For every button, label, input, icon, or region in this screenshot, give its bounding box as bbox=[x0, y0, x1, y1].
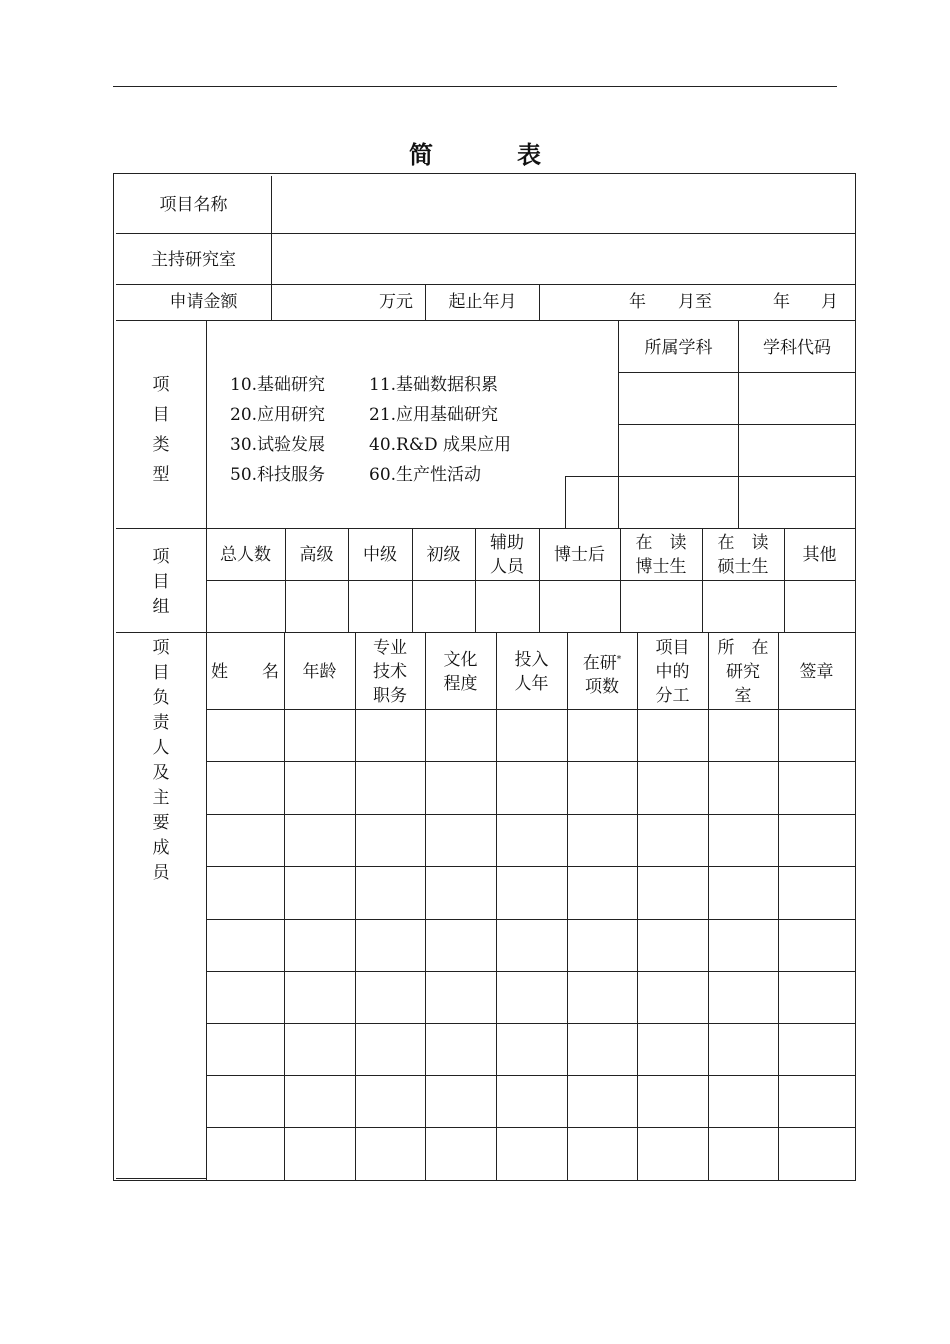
group-input-cell[interactable] bbox=[350, 583, 410, 629]
member-input-cell[interactable] bbox=[710, 763, 776, 812]
member-input-cell[interactable] bbox=[710, 1077, 776, 1125]
col-divider bbox=[206, 632, 207, 1180]
member-input-cell[interactable] bbox=[208, 711, 282, 759]
group-input-cell[interactable] bbox=[786, 583, 853, 629]
row-divider bbox=[618, 424, 855, 425]
type-option-row: 20.应用研究 21.应用基础研究 bbox=[230, 405, 499, 425]
member-input-cell[interactable] bbox=[639, 921, 706, 969]
group-input-cell[interactable] bbox=[287, 583, 346, 629]
member-input-cell[interactable] bbox=[357, 763, 423, 812]
member-input-cell[interactable] bbox=[498, 1025, 565, 1073]
member-input-cell[interactable] bbox=[357, 921, 423, 969]
member-input-cell[interactable] bbox=[710, 1129, 776, 1178]
member-input-cell[interactable] bbox=[208, 868, 282, 917]
col-divider bbox=[496, 632, 497, 1180]
lab-field[interactable] bbox=[274, 236, 852, 282]
member-input-cell[interactable] bbox=[569, 816, 635, 864]
member-input-cell[interactable] bbox=[569, 1129, 635, 1178]
member-input-cell[interactable] bbox=[498, 868, 565, 917]
member-input-cell[interactable] bbox=[569, 868, 635, 917]
row-divider bbox=[206, 919, 855, 920]
type-option-row: 50.科技服务 60.生产性活动 bbox=[230, 465, 482, 485]
member-input-cell[interactable] bbox=[208, 1129, 282, 1178]
discipline-code-label: 学科代码 bbox=[763, 338, 831, 358]
group-input-cell[interactable] bbox=[208, 583, 283, 629]
member-input-cell[interactable] bbox=[208, 921, 282, 969]
member-input-cell[interactable] bbox=[286, 1025, 353, 1073]
member-input-cell[interactable] bbox=[639, 711, 706, 759]
member-input-cell[interactable] bbox=[427, 973, 494, 1021]
group-header-cell: 其他 bbox=[802, 545, 837, 565]
member-input-cell[interactable] bbox=[427, 868, 494, 917]
group-input-cell[interactable] bbox=[477, 583, 537, 629]
row-divider bbox=[206, 1127, 855, 1128]
row-divider bbox=[618, 372, 855, 373]
member-input-cell[interactable] bbox=[639, 868, 706, 917]
project-group-label: 项 目 组 bbox=[152, 547, 170, 617]
member-input-cell[interactable] bbox=[498, 711, 565, 759]
col-divider bbox=[284, 632, 285, 1180]
member-input-cell[interactable] bbox=[286, 921, 353, 969]
member-input-cell[interactable] bbox=[427, 816, 494, 864]
member-header-cell: 项目 中的 分工 bbox=[655, 637, 690, 706]
col-divider bbox=[206, 320, 207, 528]
member-input-cell[interactable] bbox=[498, 1129, 565, 1178]
member-input-cell[interactable] bbox=[639, 1129, 706, 1178]
member-input-cell[interactable] bbox=[357, 711, 423, 759]
member-input-cell[interactable] bbox=[357, 868, 423, 917]
member-header-cell: 年龄 bbox=[302, 661, 337, 682]
header-rule bbox=[113, 86, 837, 87]
row-divider bbox=[116, 320, 855, 321]
discipline-label: 所属学科 bbox=[644, 338, 713, 358]
amount-unit: 万元 bbox=[379, 292, 413, 312]
member-input-cell[interactable] bbox=[208, 973, 282, 1021]
member-input-cell[interactable] bbox=[286, 973, 353, 1021]
member-header-cell: 签章 bbox=[799, 661, 834, 682]
group-header-cell: 中级 bbox=[363, 545, 397, 565]
member-input-cell[interactable] bbox=[569, 921, 635, 969]
period-year-start: 年 bbox=[629, 292, 646, 312]
member-input-cell[interactable] bbox=[427, 711, 494, 759]
member-input-cell[interactable] bbox=[780, 973, 853, 1021]
period-month-to: 月至 bbox=[678, 292, 712, 312]
amount-label: 申请金额 bbox=[169, 292, 238, 312]
row-divider bbox=[116, 528, 855, 529]
member-input-cell[interactable] bbox=[780, 921, 853, 969]
member-input-cell[interactable] bbox=[639, 1077, 706, 1125]
row-divider bbox=[206, 866, 855, 867]
member-input-cell[interactable] bbox=[569, 973, 635, 1021]
member-input-cell[interactable] bbox=[710, 868, 776, 917]
member-input-cell[interactable] bbox=[569, 711, 635, 759]
col-divider bbox=[708, 632, 709, 1180]
group-input-cell[interactable] bbox=[414, 583, 473, 629]
row-divider bbox=[116, 632, 855, 633]
member-input-cell[interactable] bbox=[208, 1077, 282, 1125]
page-title: 简 表 bbox=[409, 140, 571, 169]
members-label: 项 目 负 责 人 及 主 要 成 员 bbox=[152, 638, 170, 883]
period-label: 起止年月 bbox=[448, 292, 517, 312]
col-divider bbox=[778, 632, 779, 1180]
member-input-cell[interactable] bbox=[427, 1025, 494, 1073]
member-input-cell[interactable] bbox=[639, 1025, 706, 1073]
group-input-cell[interactable] bbox=[704, 583, 782, 629]
member-input-cell[interactable] bbox=[710, 921, 776, 969]
group-header-cell: 在 读 硕士生 bbox=[717, 533, 769, 577]
amount-field[interactable] bbox=[274, 287, 374, 317]
member-input-cell[interactable] bbox=[780, 816, 853, 864]
col-divider bbox=[271, 176, 272, 233]
row-divider bbox=[206, 709, 855, 710]
member-input-cell[interactable] bbox=[357, 1025, 423, 1073]
member-input-cell[interactable] bbox=[498, 973, 565, 1021]
member-input-cell[interactable] bbox=[357, 1129, 423, 1178]
member-input-cell[interactable] bbox=[427, 1129, 494, 1178]
lab-label: 主持研究室 bbox=[151, 250, 236, 270]
member-input-cell[interactable] bbox=[639, 973, 706, 1021]
member-input-cell[interactable] bbox=[286, 868, 353, 917]
member-header-cell: 姓 名 bbox=[211, 661, 279, 682]
member-header-cell: 文化 程度 bbox=[443, 649, 478, 694]
type-option-row: 10.基础研究 11.基础数据积累 bbox=[230, 375, 499, 395]
member-input-cell[interactable] bbox=[286, 1129, 353, 1178]
member-input-cell[interactable] bbox=[427, 1077, 494, 1125]
col-divider bbox=[637, 632, 638, 1180]
member-input-cell[interactable] bbox=[710, 711, 776, 759]
row-divider bbox=[116, 1178, 206, 1179]
group-header-cell: 在 读 博士生 bbox=[635, 533, 687, 577]
member-input-cell[interactable] bbox=[286, 816, 353, 864]
member-input-cell[interactable] bbox=[710, 973, 776, 1021]
member-input-cell[interactable] bbox=[780, 711, 853, 759]
project-name-label: 项目名称 bbox=[159, 195, 228, 215]
member-input-cell[interactable] bbox=[780, 763, 853, 812]
col-divider bbox=[271, 233, 272, 284]
member-input-cell[interactable] bbox=[427, 921, 494, 969]
group-header-cell: 辅助 人员 bbox=[490, 533, 524, 577]
period-month-end: 月 bbox=[821, 292, 838, 312]
member-input-cell[interactable] bbox=[498, 763, 565, 812]
member-input-cell[interactable] bbox=[780, 1129, 853, 1178]
project-type-label: 项 目 类 型 bbox=[152, 375, 170, 485]
col-divider bbox=[567, 632, 568, 1180]
col-divider bbox=[539, 284, 540, 320]
col-divider bbox=[565, 476, 566, 528]
member-input-cell[interactable] bbox=[780, 868, 853, 917]
member-input-cell[interactable] bbox=[208, 763, 282, 812]
member-input-cell[interactable] bbox=[357, 973, 423, 1021]
group-input-cell[interactable] bbox=[541, 583, 618, 629]
member-input-cell[interactable] bbox=[569, 1025, 635, 1073]
project-name-field[interactable] bbox=[274, 178, 852, 231]
member-header-cell: 在研* 项数 bbox=[582, 653, 622, 698]
member-input-cell[interactable] bbox=[286, 1077, 353, 1125]
member-input-cell[interactable] bbox=[208, 816, 282, 864]
group-header-cell: 初级 bbox=[426, 545, 461, 565]
group-header-cell: 高级 bbox=[299, 545, 334, 565]
col-divider bbox=[425, 632, 426, 1180]
member-header-cell: 所 在 研究 室 bbox=[717, 637, 769, 706]
member-input-cell[interactable] bbox=[498, 921, 565, 969]
member-input-cell[interactable] bbox=[498, 1077, 565, 1125]
period-year-end: 年 bbox=[773, 292, 790, 312]
member-input-cell[interactable] bbox=[208, 1025, 282, 1073]
group-input-cell[interactable] bbox=[622, 583, 700, 629]
member-header-cell: 投入 人年 bbox=[514, 649, 549, 694]
row-divider bbox=[206, 971, 855, 972]
member-input-cell[interactable] bbox=[710, 816, 776, 864]
row-divider bbox=[206, 1075, 855, 1076]
member-input-cell[interactable] bbox=[286, 711, 353, 759]
group-header-cell: 博士后 bbox=[554, 545, 605, 565]
member-input-cell[interactable] bbox=[710, 1025, 776, 1073]
row-divider bbox=[116, 284, 855, 285]
col-divider bbox=[355, 632, 356, 1180]
member-input-cell[interactable] bbox=[639, 763, 706, 812]
row-divider bbox=[206, 761, 855, 762]
member-input-cell[interactable] bbox=[569, 1077, 635, 1125]
member-input-cell[interactable] bbox=[427, 763, 494, 812]
row-divider bbox=[206, 814, 855, 815]
member-input-cell[interactable] bbox=[780, 1077, 853, 1125]
row-divider bbox=[206, 580, 855, 581]
group-header-cell: 总人数 bbox=[220, 545, 271, 565]
member-input-cell[interactable] bbox=[639, 816, 706, 864]
member-input-cell[interactable] bbox=[569, 763, 635, 812]
row-divider bbox=[116, 233, 855, 234]
member-header-cell: 专业 技术 职务 bbox=[373, 637, 407, 706]
member-input-cell[interactable] bbox=[780, 1025, 853, 1073]
type-option-row: 30.试验发展 40.R&D 成果应用 bbox=[230, 435, 512, 455]
project-type-options bbox=[230, 370, 511, 490]
member-input-cell[interactable] bbox=[357, 816, 423, 864]
member-input-cell[interactable] bbox=[357, 1077, 423, 1125]
row-divider bbox=[206, 1023, 855, 1024]
member-input-cell[interactable] bbox=[498, 816, 565, 864]
member-input-cell[interactable] bbox=[286, 763, 353, 812]
row-divider bbox=[565, 476, 855, 477]
